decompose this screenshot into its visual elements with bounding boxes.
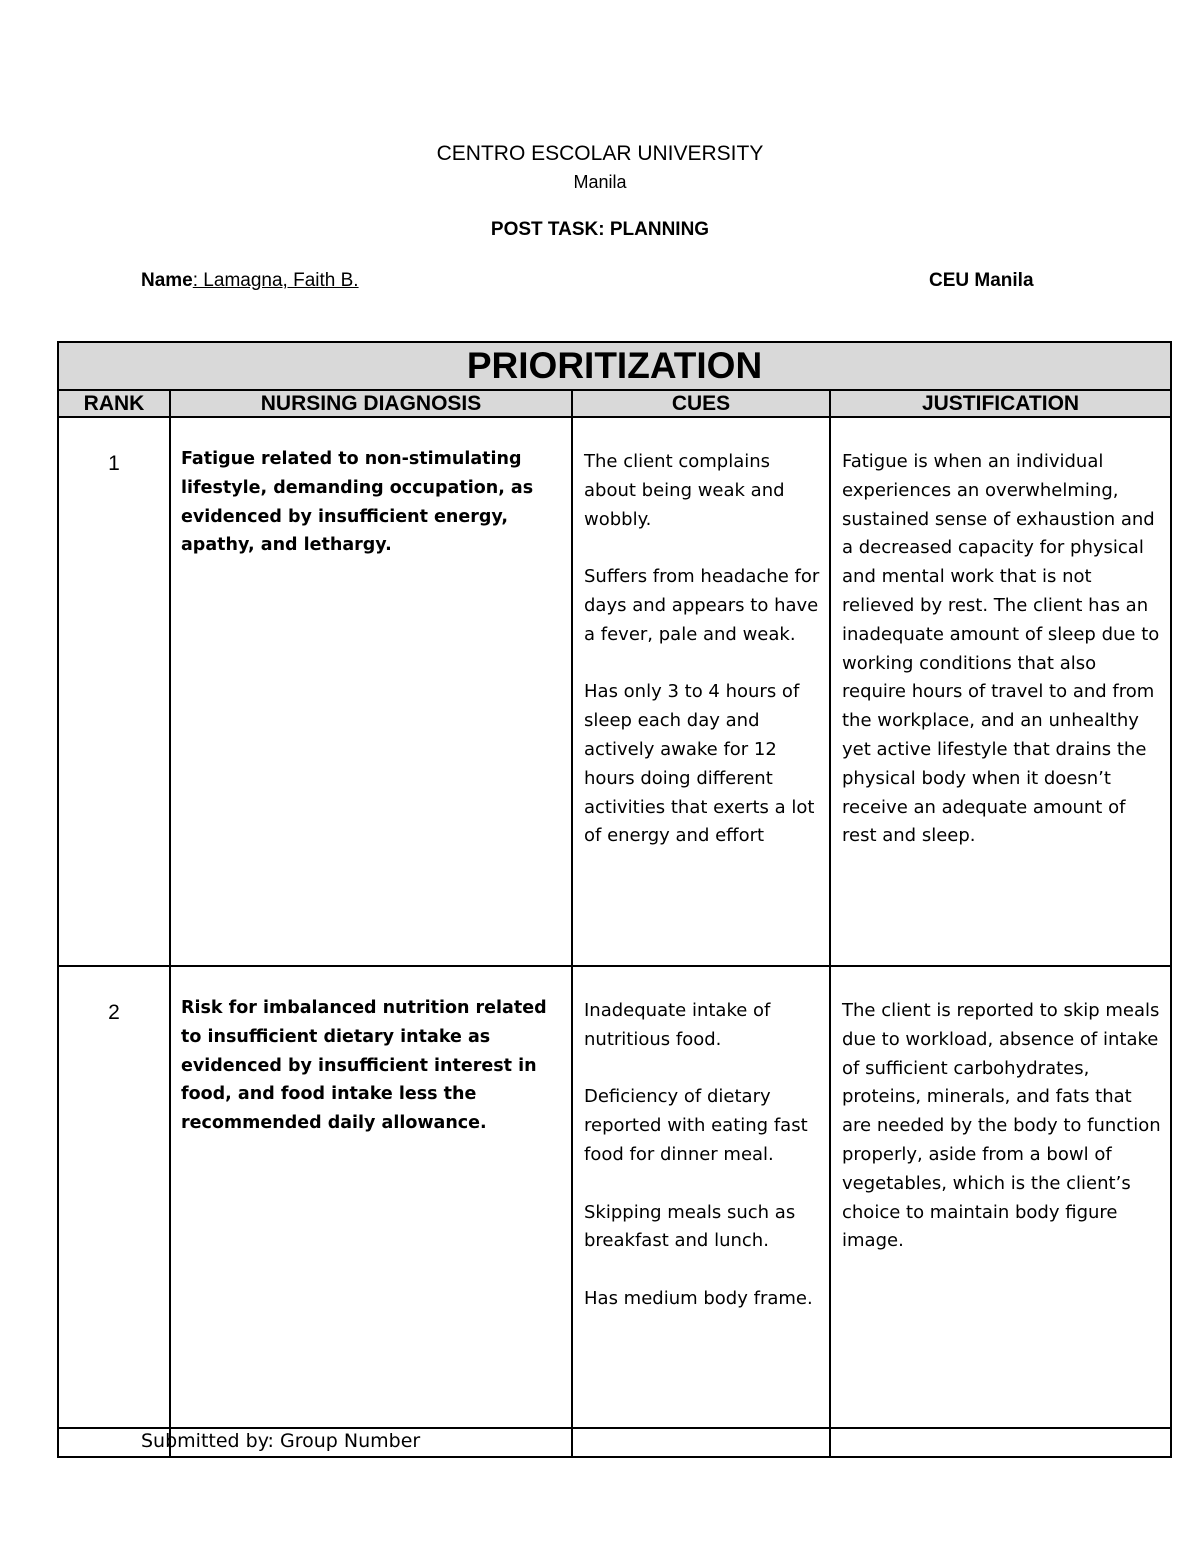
cue-item: Suffers from headache for days and appears to have a fever, pale and weak. [584,566,820,645]
name-label: Name [141,270,193,291]
column-header-nursing-diagnosis: NURSING DIAGNOSIS [170,390,572,417]
name-value: : Lamagna, Faith B. [192,270,359,291]
cues-cell [572,966,830,1428]
cue-item: Inadequate intake of nutritious food. [584,1000,771,1050]
prioritization-table [57,341,1172,1458]
table-row [58,417,1171,966]
submitted-by: Submitted by: Group Number [141,1430,421,1452]
cue-item: Skipping meals such as breakfast and lunch. [584,1201,796,1252]
cue-item: Has only 3 to 4 hours of sleep each day and actively awake for 12 hours doing different activities that exerts a lot of energy and effort [584,681,815,847]
rank-cell: 2 [58,966,170,1428]
task-title: POST TASK: PLANNING [490,219,710,240]
rank-cell: 1 [58,417,170,966]
cues-cell [572,417,830,966]
column-header-rank: RANK [58,390,170,417]
column-header-cues: CUES [572,390,830,417]
cue-item: Has medium body frame. [584,1287,813,1309]
university-city: Manila [573,172,627,192]
cue-item: Deficiency of dietary reported with eating fast food for dinner meal. [584,1086,808,1165]
column-header-justification: JUSTIFICATION [830,390,1171,417]
campus-label: CEU Manila [929,270,1034,291]
table-title: PRIORITIZATION [58,342,1171,390]
justification-cell: The client is reported to skip meals due to workload, absence of intake of sufficient carbohydrates, proteins, minerals, and fats that are needed by the body to function properly, aside from a bowl of vegetables, which is the client’s choice to maintain body figure image. [830,966,1171,1428]
university-name: CENTRO ESCOLAR UNIVERSITY [436,142,764,165]
diagnosis-cell: Fatigue related to non-stimulating lifestyle, demanding occupation, as evidenced by insufficient energy, apathy, and lethargy. [170,417,572,966]
student-name-line [141,270,359,292]
diagnosis-cell: Risk for imbalanced nutrition related to insufficient dietary intake as evidenced by insufficient interest in food, and food intake less the recommended daily allowance. [170,966,572,1428]
justification-cell: Fatigue is when an individual experiences an overwhelming, sustained sense of exhaustion and a decreased capacity for physical and mental work that is not relieved by rest. The client has an inadequate amount of sleep due to working conditions that also require hours of travel to and from the workplace, and an unhealthy yet active lifestyle that drains the physical body when it doesn’t receive an adequate amount of rest and sleep. [830,417,1171,966]
cue-item: The client complains about being weak and wobbly. [584,451,785,530]
empty-cell [572,1428,830,1457]
empty-cell [830,1428,1171,1457]
table-row [58,966,1171,1428]
